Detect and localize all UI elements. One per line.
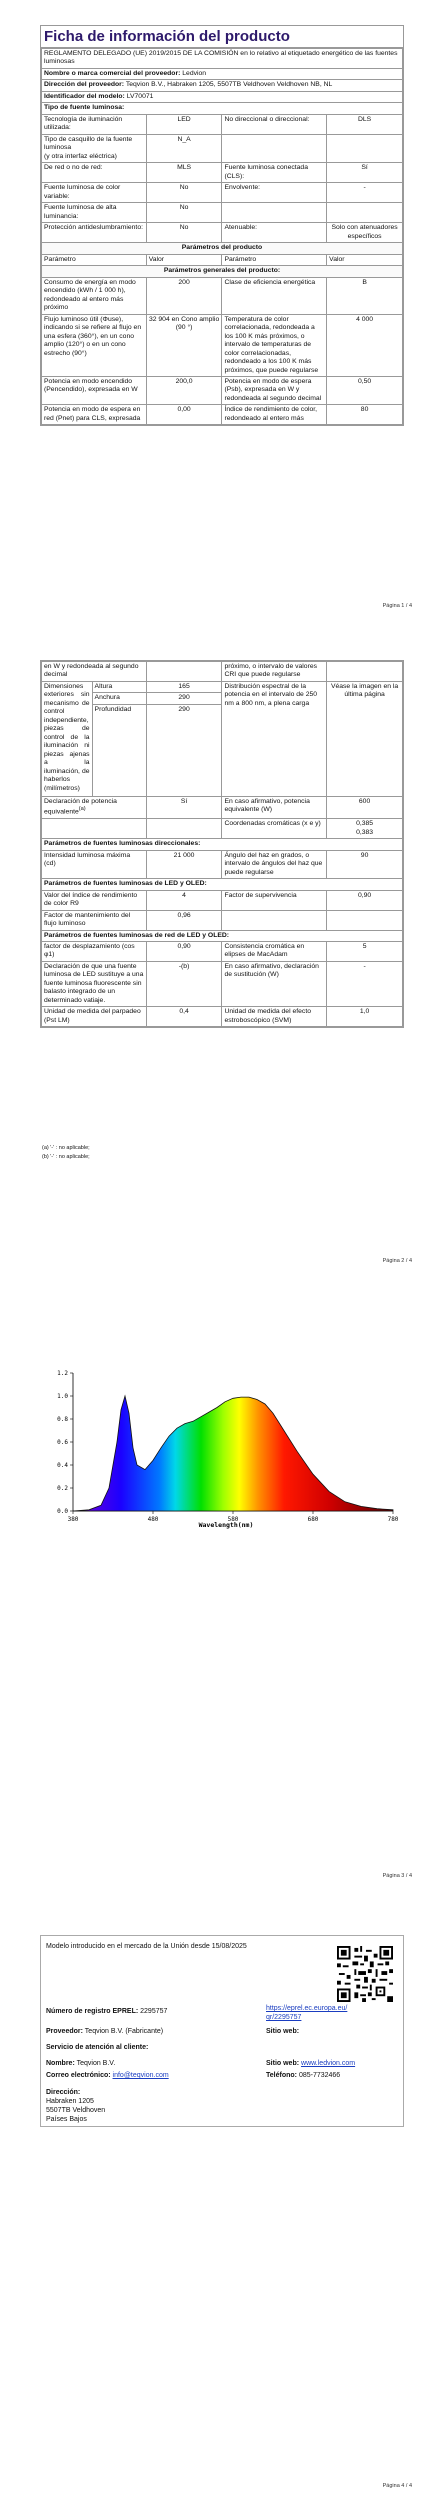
table-row xyxy=(42,796,403,818)
provider-label: Proveedor: xyxy=(46,2028,83,2035)
y-tick-label: 1.0 xyxy=(57,1393,68,1400)
param-value: 0,4 xyxy=(146,1007,222,1027)
supplier-name: Ledvion xyxy=(182,69,207,77)
param-label: De red o no de red: xyxy=(42,163,147,183)
y-tick-label: 0.2 xyxy=(57,1485,68,1492)
param-value: No xyxy=(146,203,222,223)
param-label: En caso afirmativo, declaración de sustitución (W) xyxy=(222,961,327,1006)
page-number: Página 4 / 4 xyxy=(382,2483,412,2489)
col-header-param: Parámetro xyxy=(42,254,147,265)
param-label xyxy=(222,134,327,162)
param-label: Unidad de medida del efecto estroboscópico (SVM) xyxy=(222,1007,327,1027)
param-value xyxy=(327,910,403,930)
table-row xyxy=(42,1007,403,1027)
param-value: Solo con atenuadores específicos xyxy=(327,223,403,243)
param-value: 0,90 xyxy=(327,890,403,910)
supplier-name-label: Nombre o marca comercial del proveedor: xyxy=(44,69,181,77)
page-title: Ficha de información del producto xyxy=(41,26,403,48)
table-row xyxy=(42,890,403,910)
param-label: Clase de eficiencia energética xyxy=(222,277,327,314)
param-value: 600 xyxy=(327,796,403,818)
table-row xyxy=(42,961,403,1006)
param-label: factor de desplazamiento (cos φ1) xyxy=(42,941,147,961)
supplier-address-label: Dirección del proveedor: xyxy=(44,81,125,89)
param-value: No xyxy=(146,183,222,203)
param-value: 1,0 xyxy=(327,1007,403,1027)
param-value: 0,00 xyxy=(146,405,222,425)
table-row xyxy=(42,134,403,162)
param-value: 90 xyxy=(327,850,403,878)
param-value: LED xyxy=(146,114,222,134)
table-row xyxy=(42,277,403,314)
footnote-b: (b) '-' : no aplicable; xyxy=(42,1154,90,1160)
param-value: MLS xyxy=(146,163,222,183)
param-label: Protección antideslumbramiento: xyxy=(42,223,147,243)
page-4 xyxy=(0,1935,442,2500)
address-line: Habraken 1205 xyxy=(46,2098,94,2106)
supplier-address: Teqvion B.V., Habraken 1205, 5507TB Veldhoven Veldhoven NB, NL xyxy=(125,81,333,89)
param-value: 32 904 en Cono amplio (90 °) xyxy=(146,314,222,376)
table-row xyxy=(42,163,403,183)
table-row xyxy=(42,662,403,682)
footnote-a: (a) '-' : no aplicable; xyxy=(42,1145,90,1151)
spectrum-area xyxy=(73,1396,393,1511)
param-value: 0,50 xyxy=(327,376,403,404)
eprel-number: 2295757 xyxy=(140,2008,168,2015)
table-row xyxy=(42,203,403,223)
param-label: Fuente luminosa de color variable: xyxy=(42,183,147,203)
param-value: 4 xyxy=(146,890,222,910)
param-value: -(b) xyxy=(146,961,222,1006)
directional-heading: Parámetros de fuentes luminosas direccionales: xyxy=(42,839,403,850)
param-label: Factor de supervivencia xyxy=(222,890,327,910)
table-row xyxy=(42,183,403,203)
param-value: 4 000 xyxy=(327,314,403,376)
dim-name: Profundidad xyxy=(92,704,146,796)
dimensions-label: Dimensiones exteriores sin mecanismo de control independiente, piezas de control de la iluminación ni piezas ajenas a la iluminación, de haberlos (milímetros) xyxy=(42,681,93,796)
param-value: No xyxy=(146,223,222,243)
regulation-text: REGLAMENTO DELEGADO (UE) 2019/2015 DE LA COMISIÓN en lo relativo al etiquetado energético de las fuentes luminosas xyxy=(42,49,403,69)
chroma-y: 0,383 xyxy=(356,828,374,836)
col-header-value: Valor xyxy=(327,254,403,265)
page-number: Página 1 / 4 xyxy=(382,603,412,609)
param-value xyxy=(327,203,403,223)
param-label: Tecnología de iluminación utilizada: xyxy=(42,114,147,134)
dim-value: 290 xyxy=(146,704,222,796)
param-value: DLS xyxy=(327,114,403,134)
equivalent-power-value: Sí xyxy=(146,796,222,818)
param-label: Coordenadas cromáticas (x e y) xyxy=(222,819,327,839)
phone-value: 085-7732466 xyxy=(298,2072,341,2079)
param-value: 80 xyxy=(327,405,403,425)
x-tick-label: 780 xyxy=(387,1516,399,1523)
email-label: Correo electrónico: xyxy=(46,2072,111,2079)
param-label: En caso afirmativo, potencia equivalente (W) xyxy=(222,796,327,818)
param-label: próximo, o intervalo de valores CRI que puede regularse xyxy=(222,662,327,682)
page-number: Página 3 / 4 xyxy=(382,1873,412,1879)
dimensions-row xyxy=(42,681,403,692)
dim-name: Altura xyxy=(92,681,146,692)
spectral-power-chart xyxy=(0,1365,442,1535)
page-number: Página 2 / 4 xyxy=(382,1258,412,1264)
param-value: 200,0 xyxy=(146,376,222,404)
table-row xyxy=(42,850,403,878)
param-value: 0,96 xyxy=(146,910,222,930)
param-value xyxy=(327,134,403,162)
param-label: Unidad de medida del parpadeo (Pst LM) xyxy=(42,1007,147,1027)
col-header-value: Valor xyxy=(146,254,222,265)
phone-label: Teléfono: xyxy=(266,2072,297,2079)
model-label: Identificador del modelo: xyxy=(44,92,125,100)
mains-led-heading: Parámetros de fuentes luminosas de red de LED y OLED: xyxy=(42,930,403,941)
y-tick-label: 0.8 xyxy=(57,1416,68,1423)
param-label: Declaración de que una fuente luminosa de LED sustituye a una fuente luminosa fluorescente sin balasto integrado de un determinado vatiaje. xyxy=(42,961,147,1006)
address-line: Países Bajos xyxy=(46,2116,87,2124)
address-label: Dirección: xyxy=(46,2089,81,2096)
light-source-type-label: Tipo de fuente luminosa: xyxy=(42,103,403,114)
contact-name: Teqvion B.V. xyxy=(76,2060,116,2067)
led-heading: Parámetros de fuentes luminosas de LED y OLED: xyxy=(42,879,403,890)
param-label: en W y redondeada al segundo decimal xyxy=(42,662,147,682)
param-label xyxy=(222,203,327,223)
x-tick-label: 580 xyxy=(227,1516,239,1523)
table-row xyxy=(42,223,403,243)
customer-service-label: Servicio de atención al cliente: xyxy=(46,2044,149,2051)
col-header-param: Parámetro xyxy=(222,254,327,265)
y-tick-label: 0.4 xyxy=(57,1462,68,1469)
product-sheet-page1 xyxy=(40,25,404,426)
qr-code-icon[interactable] xyxy=(337,1946,393,2002)
param-label: Fuente luminosa de alta luminancia: xyxy=(42,203,147,223)
param-value: N_A xyxy=(146,134,222,162)
table-header-row xyxy=(42,254,403,265)
param-label: Consumo de energía en modo encendido (kWh / 1 000 h), redondeado al entero más próximo xyxy=(42,277,147,314)
y-tick-label: 0.0 xyxy=(57,1508,68,1515)
x-tick-label: 680 xyxy=(307,1516,319,1523)
table-row xyxy=(42,376,403,404)
param-label: Tipo de casquillo de la fuente luminosa (y otra interfaz eléctrica) xyxy=(42,134,147,162)
product-params-heading: Parámetros del producto xyxy=(42,243,403,254)
page-1 xyxy=(0,0,442,620)
footnote-ref: (a) xyxy=(78,806,86,813)
eprel-link[interactable]: https://eprel.ec.europa.eu/qr/2295757 xyxy=(266,2005,348,2022)
param-value: 0,90 xyxy=(146,941,222,961)
param-label: Índice de rendimiento de color, redondeado al entero más xyxy=(222,405,327,425)
dim-name: Anchura xyxy=(92,693,146,704)
website-label: Sitio web: xyxy=(266,2028,300,2035)
table-row xyxy=(42,114,403,134)
page-3 xyxy=(0,1295,442,1915)
product-sheet-page2 xyxy=(40,660,404,1028)
equivalent-power-label: Declaración de potencia equivalente xyxy=(44,797,117,816)
website-label: Sitio web: xyxy=(266,2060,300,2067)
dim-value: 165 xyxy=(146,681,222,692)
market-intro: Modelo introducido en el mercado de la Unión desde 15/08/2025 xyxy=(46,1943,247,1950)
param-label xyxy=(222,910,327,930)
x-tick-label: 380 xyxy=(67,1516,79,1523)
param-value: 21 000 xyxy=(146,850,222,878)
table-row xyxy=(42,819,403,839)
table-row xyxy=(42,941,403,961)
website-link[interactable]: www.ledvion.com xyxy=(301,2060,356,2067)
provider-value: Teqvion B.V. (Fabricante) xyxy=(84,2028,164,2035)
contact-name-label: Nombre: xyxy=(46,2060,75,2067)
email-link[interactable]: info@teqvion.com xyxy=(112,2072,169,2079)
general-params-heading: Parámetros generales del producto: xyxy=(42,266,403,277)
eprel-label: Número de registro EPREL: xyxy=(46,2008,139,2015)
param-label: Potencia en modo de espera en red (Pnet) para CLS, expresada xyxy=(42,405,147,425)
spectrum-value: Véase la imagen en la última página xyxy=(327,681,403,796)
param-value: - xyxy=(327,183,403,203)
param-label: Ángulo del haz en grados, o intervalo de ángulos del haz que puede regularse xyxy=(222,850,327,878)
address-line: 5507TB Veldhoven xyxy=(46,2107,106,2115)
param-label: Envolvente: xyxy=(222,183,327,203)
param-label: Valor del índice de rendimiento de color R9 xyxy=(42,890,147,910)
param-label: Factor de mantenimiento del flujo luminoso xyxy=(42,910,147,930)
param-label: Consistencia cromática en elipses de MacAdam xyxy=(222,941,327,961)
param-value: 200 xyxy=(146,277,222,314)
param-label: Potencia en modo de espera (Psb), expresada en W y redondeada al segundo decimal xyxy=(222,376,327,404)
param-label: Atenuable: xyxy=(222,223,327,243)
supplier-info-box xyxy=(40,1935,404,2127)
chroma-x: 0,385 xyxy=(356,820,374,828)
x-tick-label: 480 xyxy=(147,1516,159,1523)
param-value: - xyxy=(327,961,403,1006)
spectrum-label: Distribución espectral de la potencia en el intervalo de 250 nm a 800 nm, a plena carga xyxy=(222,681,327,796)
x-axis-label: Wavelength(nm) xyxy=(198,1521,254,1529)
table-row xyxy=(42,910,403,930)
param-value: 5 xyxy=(327,941,403,961)
param-label: No direccional o direccional: xyxy=(222,114,327,134)
param-label: Flujo luminoso útil (Φuse), indicando si se refiere al flujo en una esfera (360°), en un cono amplio (120°) o en un cono estrecho (90°) xyxy=(42,314,147,376)
table-row xyxy=(42,314,403,376)
y-tick-label: 1.2 xyxy=(57,1370,68,1377)
param-label: Intensidad luminosa máxima (cd) xyxy=(42,850,147,878)
param-value: B xyxy=(327,277,403,314)
param-label: Temperatura de color correlacionada, redondeada a los 100 K más próximos, o intervalo de temperaturas de color correlacionadas, redondeado a los 100 K más próximos, que puede regularse xyxy=(222,314,327,376)
table-row xyxy=(42,405,403,425)
dim-value: 290 xyxy=(146,693,222,704)
model-id: LV70071 xyxy=(126,92,154,100)
param-label: Fuente luminosa conectada (CLS): xyxy=(222,163,327,183)
param-label: Potencia en modo encendido (Pencendido), expresada en W xyxy=(42,376,147,404)
y-tick-label: 0.6 xyxy=(57,1439,68,1446)
param-value: Sí xyxy=(327,163,403,183)
page-2 xyxy=(0,660,442,1280)
